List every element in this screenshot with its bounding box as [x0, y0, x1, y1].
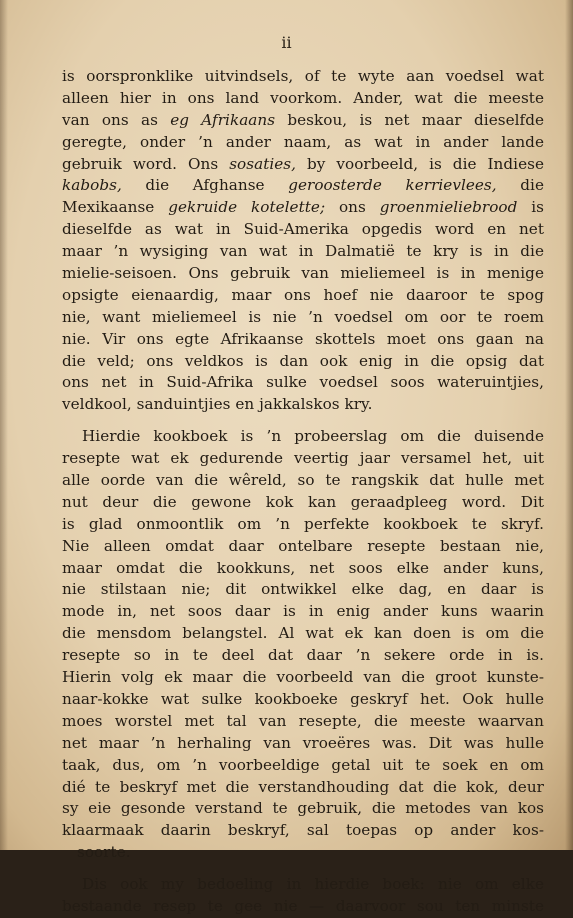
italic-term: eg Afrikaans	[170, 110, 276, 129]
text-line	[62, 579, 544, 601]
text-segment: Hierin volg ek maar die voorbeeld van die groot kunste-	[62, 668, 544, 687]
text-line	[62, 394, 544, 416]
text-line	[62, 132, 544, 154]
text-line	[62, 623, 544, 645]
text-segment: dié te beskryf met die verstandhouding dat die kok, deur	[62, 777, 544, 796]
text-line	[62, 645, 544, 667]
text-line	[62, 842, 544, 864]
text-line	[62, 197, 544, 219]
text-segment: die Afghanse	[121, 176, 289, 195]
text-segment: naar-kokke wat sulke kookboeke geskryf het. Ook hulle	[62, 689, 544, 708]
text-line	[62, 448, 544, 470]
text-line	[62, 329, 544, 351]
paragraph-gap	[62, 416, 544, 426]
text-segment: opsigte eienaardig, maar ons hoef nie daaroor te spog	[62, 285, 544, 304]
text-line	[62, 219, 544, 241]
text-segment: Nie alleen omdat daar ontelbare resepte bestaan nie,	[62, 536, 544, 555]
text-segment: by voorbeeld, is die Indiese	[296, 154, 544, 173]
text-line	[62, 470, 544, 492]
text-line	[62, 820, 544, 842]
text-segment: bestaande resep te gee nie — daarvoor sou ten minste	[62, 896, 544, 915]
text-segment: nie, want mieliemeel is nie ’n voedsel om oor te roem	[62, 307, 544, 326]
italic-term: groenmieliebrood	[379, 198, 518, 217]
text-line	[62, 307, 544, 329]
text-segment: Dis ook my bedoeling in hierdie boek: nie om elke	[82, 875, 544, 894]
text-segment: maar omdat die kookkuns, net soos elke ander kuns,	[62, 558, 544, 577]
text-line	[62, 514, 544, 536]
text-segment: mielie-seisoen. Ons gebruik van mieliemeel is in menige	[62, 264, 544, 283]
body-text	[62, 66, 544, 918]
text-line	[62, 874, 544, 896]
text-line	[62, 733, 544, 755]
text-segment: is oorspronklike uitvindsels, of te wyte aan voedsel wat	[62, 67, 544, 85]
italic-term: sosaties,	[229, 154, 297, 173]
text-line	[62, 372, 544, 394]
text-segment: maar ’n wysiging van wat in Dalmatië te kry is in die	[62, 242, 544, 261]
text-segment: soorte.	[77, 843, 131, 862]
text-segment: resepte wat ek gedurende veertig jaar versamel het, uit	[62, 449, 544, 468]
text-segment: alleen hier in ons land voorkom. Ander, wat die meeste	[62, 88, 544, 107]
text-line	[62, 154, 544, 176]
text-line	[62, 175, 544, 197]
text-line	[62, 110, 544, 132]
text-segment: taak, dus, om ’n voorbeeldige getal uit te soek en om	[62, 755, 544, 774]
paragraph	[62, 874, 544, 918]
text-line	[62, 896, 544, 918]
text-segment: Hierdie kookboek is ’n probeerslag om die duisende	[82, 427, 544, 446]
text-segment: alle oorde van die wêreld, so te rangskik dat hulle met	[62, 471, 544, 490]
text-line	[62, 351, 544, 373]
text-line	[62, 667, 544, 689]
text-segment: die mensdom belangstel. Al wat ek kan doen is om die	[62, 624, 544, 643]
text-segment: Mexikaanse	[62, 198, 169, 217]
text-line	[62, 492, 544, 514]
text-segment: gebruik word. Ons	[62, 154, 230, 173]
text-segment: nie. Vir ons egte Afrikaanse skottels moet ons gaan na	[62, 329, 544, 348]
italic-term: geroosterde kerrievlees,	[288, 176, 497, 195]
page-left-edge-shadow	[0, 0, 8, 850]
text-segment: die veld; ons veldkos is dan ook enig in die opsig dat	[62, 351, 544, 370]
page-number: ii	[281, 33, 292, 52]
text-segment: moes worstel met tal van resepte, die meeste waarvan	[62, 711, 544, 730]
text-segment: veldkool, sanduintjies en jakkalskos kry.	[62, 395, 373, 414]
paragraph	[62, 426, 544, 864]
italic-term: gekruide kotelette;	[168, 198, 326, 217]
paragraph-gap	[62, 864, 544, 874]
text-segment: mode in, net soos daar is in enig ander kuns waarin	[62, 602, 544, 621]
text-line	[62, 66, 544, 88]
text-segment: nie stilstaan nie; dit ontwikkel elke dag, en daar is	[62, 580, 544, 599]
text-segment: nut deur die gewone kok kan geraadpleeg word. Dit	[62, 492, 544, 511]
text-line	[62, 88, 544, 110]
text-line	[62, 711, 544, 733]
text-line	[62, 798, 544, 820]
text-segment: ons	[325, 198, 380, 217]
text-segment: dieselfde as wat in Suid-Amerika opgedis word en net	[62, 220, 544, 239]
text-segment: net maar ’n herhaling van vroeëres was. Dit was hulle	[62, 733, 544, 752]
text-segment: klaarmaak daarin beskryf, sal toepas op ander kos-	[62, 821, 544, 840]
text-line	[62, 558, 544, 580]
text-line	[62, 426, 544, 448]
text-line	[62, 241, 544, 263]
text-segment: beskou, is net maar dieselfde	[275, 110, 545, 129]
text-segment: die	[496, 176, 544, 195]
text-line	[62, 601, 544, 623]
text-segment: sy eie gesonde verstand te gebruik, die metodes van kos	[62, 799, 544, 818]
text-segment: van ons as	[62, 110, 171, 129]
text-segment: is glad onmoontlik om ’n perfekte kookboek te skryf.	[62, 514, 544, 533]
text-line	[62, 689, 544, 711]
paragraph	[62, 66, 544, 416]
text-segment: is	[517, 198, 544, 217]
text-line	[62, 755, 544, 777]
text-line	[62, 536, 544, 558]
page-right-edge-shadow	[565, 0, 573, 850]
text-line	[62, 263, 544, 285]
text-line	[62, 285, 544, 307]
text-segment: geregte, onder ’n ander naam, as wat in ander lande	[62, 132, 544, 151]
text-segment: resepte so in te deel dat daar ’n sekere orde in is.	[62, 646, 544, 665]
text-segment: ons net in Suid-Afrika sulke voedsel soos wateruintjies,	[62, 373, 544, 392]
italic-term: kabobs,	[62, 176, 122, 195]
text-line	[62, 777, 544, 799]
